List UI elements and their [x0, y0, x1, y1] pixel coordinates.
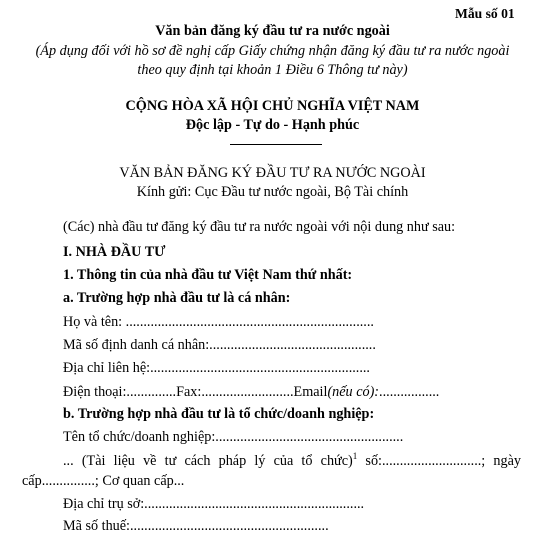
field-phone: Điện thoại:.............. — [63, 384, 177, 400]
field-full-name: Họ và tên: ...................................................................... — [63, 314, 374, 330]
case-b-heading: b. Trường hợp nhà đầu tư là tổ chức/doanh nghiệp: — [63, 406, 375, 422]
section-heading-investor: I. NHÀ ĐẦU TƯ — [63, 244, 166, 260]
field-hq-address: Địa chỉ trụ sở:.............................................................. — [63, 496, 365, 512]
field-legal-document-suffix: số:............................; ngày — [357, 453, 521, 469]
field-contact-address: Địa chỉ liên hệ:.............................................................. — [63, 360, 370, 376]
field-legal-document — [63, 453, 521, 470]
field-legal-document-prefix: ... (Tài liệu về tư cách pháp lý của tổ chức) — [63, 453, 353, 469]
footnote-ref: 1 — [352, 451, 358, 461]
field-org-name: Tên tổ chức/doanh nghiệp:..................................................... — [63, 429, 404, 445]
document-title: VĂN BẢN ĐĂNG KÝ ĐẦU TƯ RA NƯỚC NGOÀI — [119, 165, 426, 181]
field-email-label: Email — [293, 384, 328, 400]
form-caption-note-line1: (Áp dụng đối với hồ sơ đề nghị cấp Giấy chứng nhận đăng ký đầu tư ra nước ngoài — [35, 43, 510, 59]
case-a-heading: a. Trường hợp nhà đầu tư là cá nhân: — [63, 290, 291, 306]
field-email-note: (nếu có): — [327, 384, 380, 400]
subsection-first-investor: 1. Thông tin của nhà đầu tư Việt Nam thứ nhất: — [63, 267, 353, 283]
field-personal-id: Mã số định danh cá nhân:............................................... — [63, 337, 376, 353]
motto: Độc lập - Tự do - Hạnh phúc — [185, 117, 360, 133]
form-number: Mẫu số 01 — [455, 6, 515, 21]
field-tax-code: Mã số thuế:........................................................ — [63, 518, 329, 534]
form-caption-note-line2: theo quy định tại khoản 1 Điều 6 Thông tư này) — [137, 62, 408, 78]
field-email-dots: ................. — [379, 384, 440, 400]
country-header: CỘNG HÒA XÃ HỘI CHỦ NGHĨA VIỆT NAM — [125, 98, 420, 114]
recipient: Kính gửi: Cục Đầu tư nước ngoài, Bộ Tài chính — [136, 184, 409, 200]
form-caption-title: Văn bản đăng ký đầu tư ra nước ngoài — [155, 23, 390, 39]
field-contact-line — [63, 384, 439, 401]
motto-underline — [230, 144, 322, 145]
field-issue-info: cấp...............; Cơ quan cấp... — [22, 473, 185, 489]
intro-text: (Các) nhà đầu tư đăng ký đầu tư ra nước ngoài với nội dung như sau: — [63, 219, 456, 235]
field-fax: Fax:.......................... — [176, 384, 294, 400]
